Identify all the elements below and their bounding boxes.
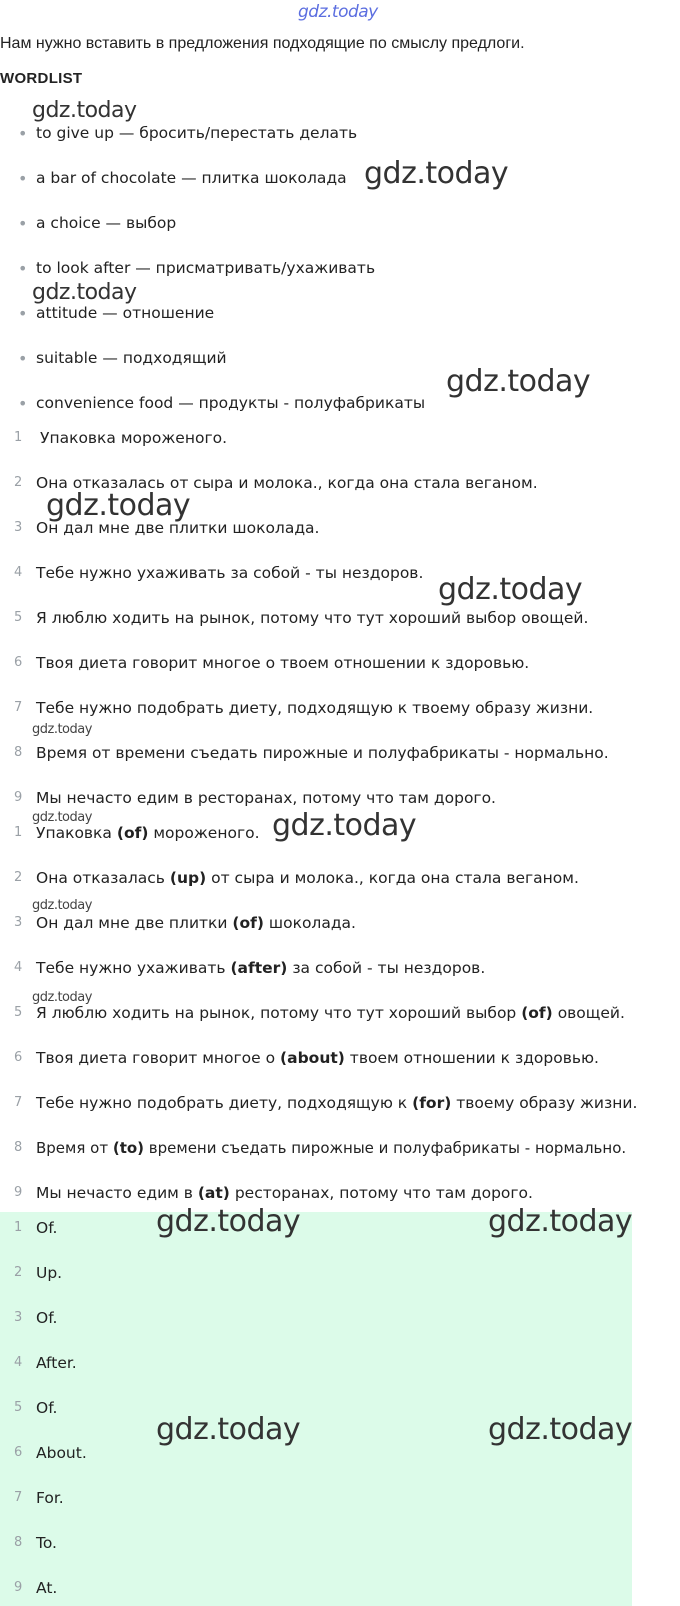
bullet-icon: • xyxy=(18,349,28,368)
watermark: gdz.today xyxy=(156,1204,301,1239)
watermark: gdz.today xyxy=(32,990,92,1005)
watermark: gdz.today xyxy=(32,280,137,305)
watermark: gdz.today xyxy=(438,572,583,607)
bullet-icon: • xyxy=(18,169,28,188)
bullet-icon: • xyxy=(18,259,28,278)
watermark: gdz.today xyxy=(156,1412,301,1447)
watermark: gdz.today xyxy=(446,364,591,399)
bullet-icon: • xyxy=(18,124,28,143)
preposition: (to) xyxy=(112,1139,145,1157)
site-logo[interactable]: gdz.today xyxy=(298,2,378,22)
preposition: (of) xyxy=(116,824,149,842)
watermark: gdz.today xyxy=(272,808,417,843)
answers-panel xyxy=(0,1212,632,1606)
watermark: gdz.today xyxy=(32,722,92,737)
preposition: (about) xyxy=(280,1049,345,1067)
preposition: (at) xyxy=(197,1184,230,1202)
watermark: gdz.today xyxy=(46,488,191,523)
watermark: gdz.today xyxy=(32,98,137,123)
preposition: (of) xyxy=(521,1004,553,1022)
bullet-icon: • xyxy=(18,304,28,323)
watermark: gdz.today xyxy=(32,810,92,825)
task-intro: Нам нужно вставить в предложения подходящие по смыслу предлоги. xyxy=(0,35,525,52)
preposition: (up) xyxy=(169,869,207,887)
watermark: gdz.today xyxy=(32,898,92,913)
watermark: gdz.today xyxy=(488,1204,633,1239)
bullet-icon: • xyxy=(18,394,28,413)
watermark: gdz.today xyxy=(488,1412,633,1447)
preposition: (for) xyxy=(412,1094,452,1112)
watermark: gdz.today xyxy=(364,156,509,191)
preposition: (after) xyxy=(230,959,288,977)
preposition: (of) xyxy=(232,914,264,932)
wordlist-heading: WORDLIST xyxy=(0,70,83,87)
bullet-icon: • xyxy=(18,214,28,233)
